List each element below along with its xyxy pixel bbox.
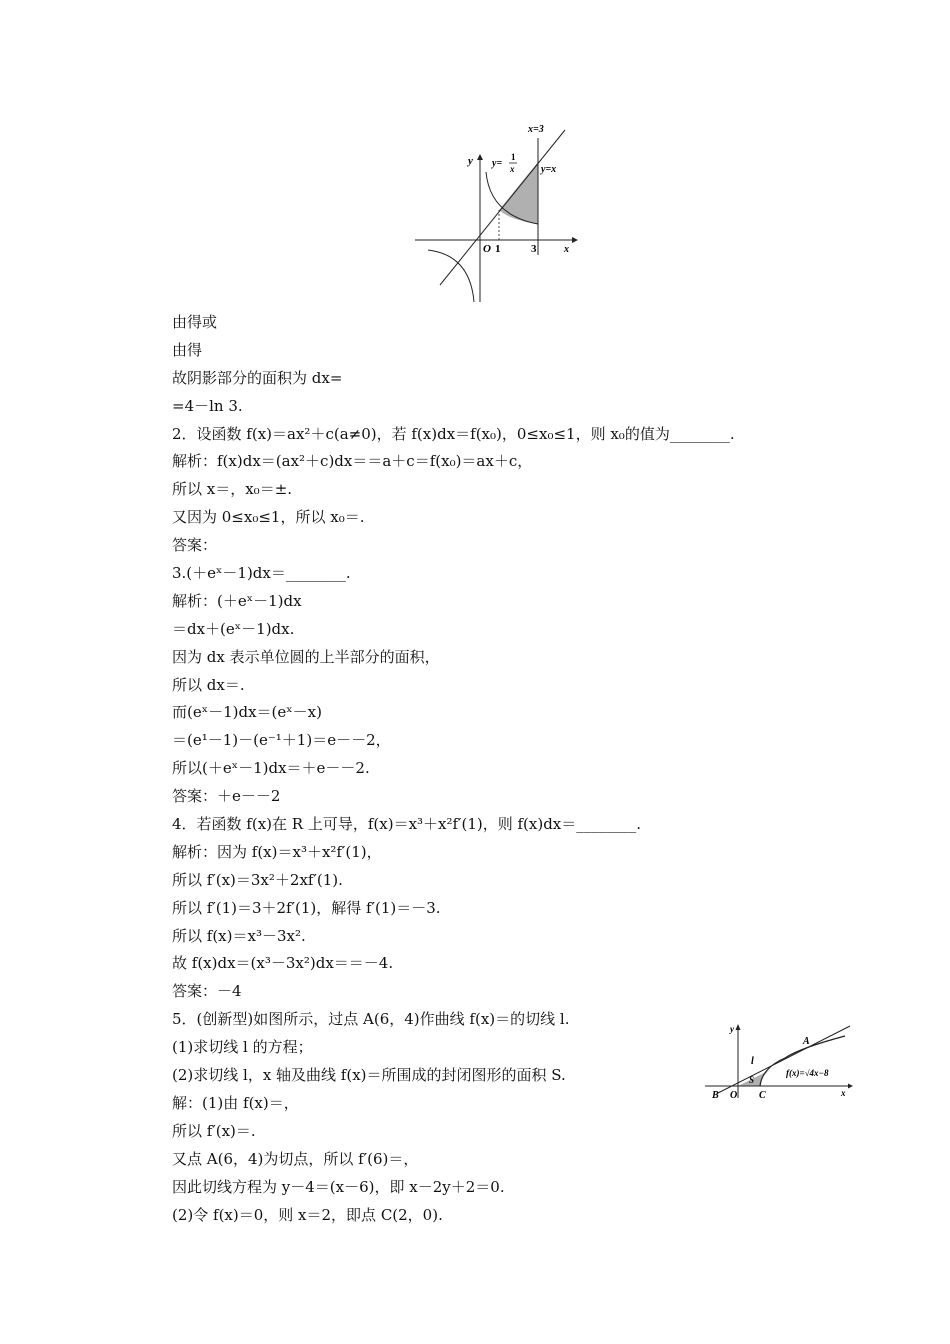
label-point-b: B xyxy=(712,1090,719,1101)
label-origin: O xyxy=(483,243,491,255)
text-line: 由得或 xyxy=(172,313,218,331)
text-line: 而(eˣ－1)dx＝(eˣ－x) xyxy=(172,703,322,722)
label-tick-3: 3 xyxy=(531,243,537,255)
label-x-3: x=3 xyxy=(528,124,544,135)
text-line: 所以 f′(x)＝. xyxy=(172,1121,256,1140)
text-line: 因为 dx 表示单位圆的上半部分的面积， xyxy=(172,647,440,666)
label-inverse-den: x xyxy=(510,164,515,174)
label-x-axis: x xyxy=(841,1088,846,1098)
text-line: 解析：因为 f(x)＝x³＋x²f′(1)， xyxy=(172,842,382,861)
label-area-s: S xyxy=(749,1075,755,1085)
text-line: 故阴影部分的面积为 dx= xyxy=(172,368,343,387)
label-y-equals-x: y=x xyxy=(541,164,557,175)
answer-line: 答案：＋e－－2 xyxy=(172,787,281,806)
text-line: 所以 f′(x)＝3x²＋2xf′(1). xyxy=(172,870,343,889)
hyperbola-branch-2 xyxy=(428,250,474,302)
label-point-c: C xyxy=(759,1090,766,1101)
question-3: 3.(＋eˣ－1)dx＝________. xyxy=(172,564,351,583)
text-line: (1)求切线 l 的方程； xyxy=(172,1038,313,1057)
text-line: =4－ln 3. xyxy=(172,396,243,415)
question-2: 2．设函数 f(x)＝ax²＋c(a≠0)，若 f(x)dx＝f(x₀)，0≤x₀≤1，则 x₀的值为________. xyxy=(172,424,735,443)
text-line: 解析：f(x)dx＝(ax²＋c)dx＝＝a＋c＝f(x₀)＝ax＋c， xyxy=(172,452,533,471)
text-line: 所以 f(x)＝x³－3x². xyxy=(172,926,306,945)
label-line-l: l xyxy=(751,1056,754,1067)
question-4: 4．若函数 f(x)在 R 上可导，f(x)＝x³＋x²f′(1)，则 f(x)dx＝________. xyxy=(172,815,642,834)
label-function: f(x)=√4x−8 xyxy=(786,1068,829,1078)
text-line: 又因为 0≤x₀≤1，所以 x₀＝. xyxy=(172,508,365,527)
label-y-axis: y xyxy=(730,1024,734,1034)
text-line: 因此切线方程为 y－4＝(x－6)，即 x－2y＋2＝0. xyxy=(172,1177,505,1196)
label-point-a: A xyxy=(803,1036,810,1047)
text-line: (2)求切线 l，x 轴及曲线 f(x)＝所围成的封闭图形的面积 S. xyxy=(172,1066,566,1085)
answer-line: 答案： xyxy=(172,536,218,555)
text-line: ＝dx＋(eˣ－1)dx. xyxy=(172,619,295,638)
x-axis-arrow xyxy=(572,237,578,243)
y-axis-arrow xyxy=(477,154,483,160)
text-line: 故 f(x)dx＝(x³－3x²)dx＝＝－4. xyxy=(172,954,394,973)
text-line: (2)令 f(x)＝0，则 x＝2，即点 C(2，0). xyxy=(172,1205,443,1224)
label-tick-1: 1 xyxy=(495,243,501,255)
text-line: 又点 A(6，4)为切点，所以 f′(6)＝， xyxy=(172,1149,419,1168)
label-origin: O xyxy=(730,1090,738,1101)
label-y-axis: y xyxy=(468,155,473,167)
figure-hyperbola-area xyxy=(410,120,580,305)
label-inverse: y= xyxy=(492,158,503,169)
text-line: 所以 f′(1)＝3＋2f′(1)，解得 f′(1)＝－3. xyxy=(172,898,441,917)
answer-line: 答案：－4 xyxy=(172,982,242,1001)
label-x-axis: x xyxy=(564,244,569,255)
text-line: 所以 x＝，x₀＝±. xyxy=(172,480,293,499)
solution-text xyxy=(172,309,862,1229)
question-5: 5．(创新型)如图所示，过点 A(6，4)作曲线 f(x)＝的切线 l. xyxy=(172,1010,570,1029)
text-line: 由得 xyxy=(172,340,203,359)
text-line: 解析：(＋eˣ－1)dx xyxy=(172,591,302,610)
text-line: 所以(＋eˣ－1)dx＝＋e－－2. xyxy=(172,759,370,778)
text-line: 所以 dx＝. xyxy=(172,675,245,694)
label-inverse-num: 1 xyxy=(511,152,516,162)
text-line: ＝(e¹－1)－(e⁻¹＋1)＝e－－2， xyxy=(172,731,391,750)
text-line: 解：(1)由 f(x)＝， xyxy=(172,1093,299,1112)
